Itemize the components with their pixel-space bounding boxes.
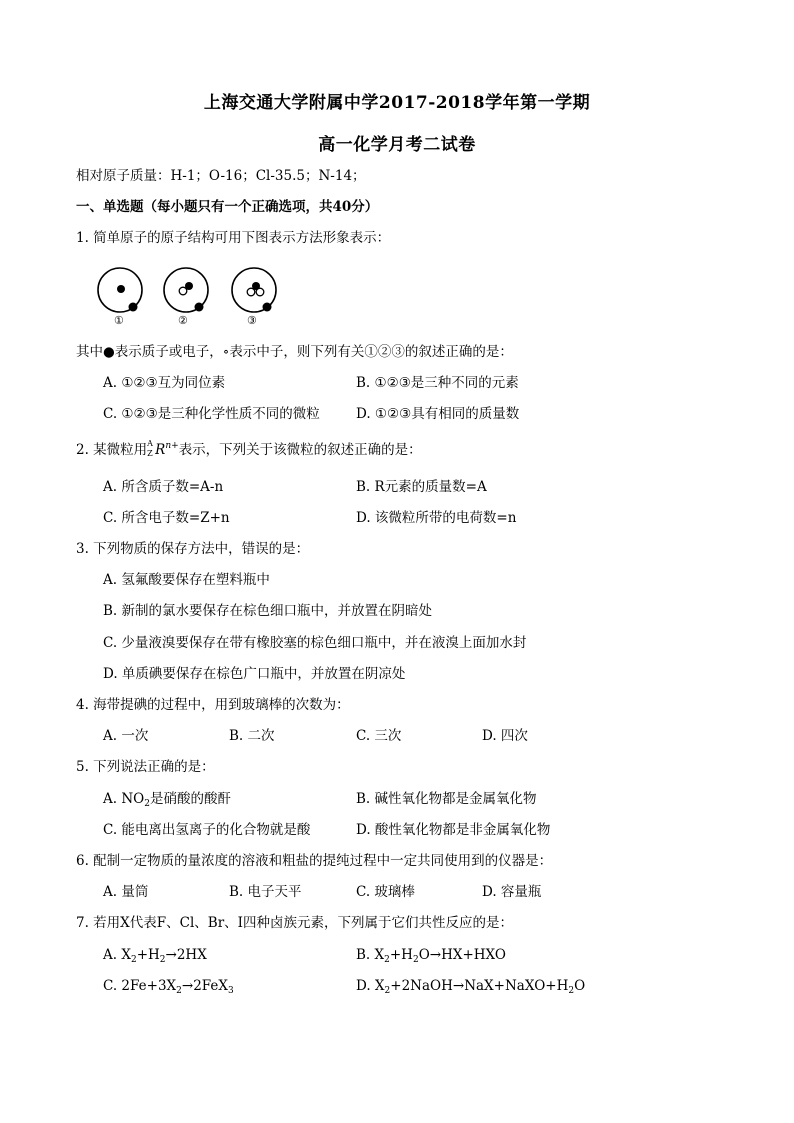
question-1-note: 其中●表示质子或电子，∘表示中子，则下列有关①②③的叙述正确的是： xyxy=(76,344,513,360)
q6-option-c: C. 玻璃棒 xyxy=(356,884,415,900)
q4-option-b: B. 二次 xyxy=(229,728,275,744)
q1-option-d: D. ①②③具有相同的质量数 xyxy=(356,406,520,422)
atomic-masses: 相对原子质量：H-1；O-16；Cl-35.5；N-14； xyxy=(76,168,366,184)
q1-option-c: C. ①②③是三种化学性质不同的微粒 xyxy=(103,406,320,422)
q4-option-a: A. 一次 xyxy=(103,728,149,744)
exam-title-school: 上海交通大学附属中学2017-2018学年第一学期 xyxy=(203,93,591,113)
q7-c-part: C. 2Fe+3X xyxy=(103,978,177,994)
q1-option-a: A. ①②③互为同位素 xyxy=(103,375,226,391)
atom-1-electron xyxy=(129,303,138,312)
question-4-stem: 4. 海带提碘的过程中，用到玻璃棒的次数为： xyxy=(76,697,350,713)
q4-option-d: D. 四次 xyxy=(482,728,528,744)
question-7-stem: 7. 若用X代表F、Cl、Br、I四种卤族元素，下列属于它们共性反应的是： xyxy=(76,915,514,931)
q7-b-sub: 2 xyxy=(384,955,390,965)
q6-option-d: D. 容量瓶 xyxy=(482,884,542,900)
atom-1-diagram xyxy=(98,268,142,312)
q7-d-sub: 2 xyxy=(384,986,391,996)
q2-stem-pre: 2. 某微粒用 xyxy=(76,442,148,458)
question-2-stem xyxy=(76,441,422,459)
atom-3-electron xyxy=(263,303,272,312)
atom-1-proton xyxy=(117,285,125,293)
q7-d-part: O xyxy=(574,978,586,994)
section-heading: 一、单选题（每小题只有一个正确选项，共40分） xyxy=(76,199,379,215)
q7-b-part: O→HX+HXO xyxy=(418,947,506,963)
q2-option-a: A. 所含质子数=A-n xyxy=(103,479,224,495)
exam-title-subject: 高一化学月考二试卷 xyxy=(318,135,476,155)
q5-option-a xyxy=(103,790,231,808)
q3-option-b: B. 新制的氯水要保存在棕色细口瓶中，并放置在阴暗处 xyxy=(103,603,433,619)
q2-option-b: B. R元素的质量数=A xyxy=(356,479,487,495)
atom-3-neutron-2 xyxy=(256,288,264,296)
atom-label-3: ③ xyxy=(247,314,257,327)
q3-option-a: A. 氢氟酸要保存在塑料瓶中 xyxy=(103,572,270,588)
q7-b-part: B. X xyxy=(356,947,385,963)
q7-option-c xyxy=(103,977,234,995)
nuclide-mass-number: A xyxy=(147,439,153,448)
q7-a-part: →2HX xyxy=(165,947,207,963)
q7-b-part: +H xyxy=(389,947,413,963)
question-6-stem: 6. 配制一定物质的量浓度的溶液和粗盐的提纯过程中一定共同使用到的仪器是： xyxy=(76,853,553,869)
q5-option-b: B. 碱性氧化物都是金属氧化物 xyxy=(356,791,537,807)
nuclide-symbol xyxy=(147,439,179,459)
q5-a-sub: 2 xyxy=(144,799,150,809)
atom-2-electron xyxy=(195,303,204,312)
q7-a-part: +H xyxy=(136,947,160,963)
q5-a-post: 是硝酸的酸酐 xyxy=(149,791,231,807)
nuclide-atomic-number: Z xyxy=(147,449,153,458)
nuclide-element: R xyxy=(155,442,166,458)
q7-a-part: A. X xyxy=(103,947,131,963)
q7-d-part: +2NaOH→NaX+NaXO+H xyxy=(390,978,569,994)
question-1-stem: 1. 简单原子的原子结构可用下图表示方法形象表示： xyxy=(76,230,391,246)
q7-c-sub: 2 xyxy=(176,986,182,996)
q7-c-sub: 3 xyxy=(228,986,234,996)
q6-option-b: B. 电子天平 xyxy=(229,884,302,900)
q7-option-a xyxy=(103,946,207,964)
q5-option-c: C. 能电离出氢离子的化合物就是酸 xyxy=(103,822,311,838)
q7-a-sub: 2 xyxy=(159,955,166,965)
atom-3-diagram xyxy=(232,268,276,312)
q1-option-b: B. ①②③是三种不同的元素 xyxy=(356,375,519,391)
atom-3-neutron-1 xyxy=(247,288,255,296)
atom-structure-figure xyxy=(96,266,306,332)
q7-option-b xyxy=(356,946,506,964)
q2-option-c: C. 所含电子数=Z+n xyxy=(103,510,230,526)
q2-option-d: D. 该微粒所带的电荷数=n xyxy=(356,510,517,526)
q2-stem-post: 表示，下列关于该微粒的叙述正确的是： xyxy=(178,442,422,458)
q6-option-a: A. 量筒 xyxy=(103,884,149,900)
q7-option-d xyxy=(356,977,585,995)
q3-option-d: D. 单质碘要保存在棕色广口瓶中，并放置在阴凉处 xyxy=(103,666,406,682)
q7-a-sub: 2 xyxy=(130,955,137,965)
atom-2-neutron xyxy=(179,287,187,295)
nuclide-charge: n+ xyxy=(165,441,179,451)
atom-2-proton xyxy=(185,282,193,290)
q7-b-sub: 2 xyxy=(412,955,419,965)
q3-option-c: C. 少量液溴要保存在带有橡胶塞的棕色细口瓶中，并在液溴上面加水封 xyxy=(103,635,527,651)
q5-a-pre: A. NO xyxy=(103,791,145,807)
q4-option-c: C. 三次 xyxy=(356,728,402,744)
atom-label-1: ① xyxy=(114,314,124,327)
q7-c-part: →2FeX xyxy=(181,978,229,994)
question-3-stem: 3. 下列物质的保存方法中，错误的是： xyxy=(76,541,310,557)
q5-option-d: D. 酸性氧化物都是非金属氧化物 xyxy=(356,822,551,838)
q7-d-sub: 2 xyxy=(568,986,575,996)
q7-d-part: D. X xyxy=(356,978,385,994)
question-5-stem: 5. 下列说法正确的是： xyxy=(76,759,215,775)
atom-label-2: ② xyxy=(178,314,188,327)
atom-2-diagram xyxy=(164,268,208,312)
